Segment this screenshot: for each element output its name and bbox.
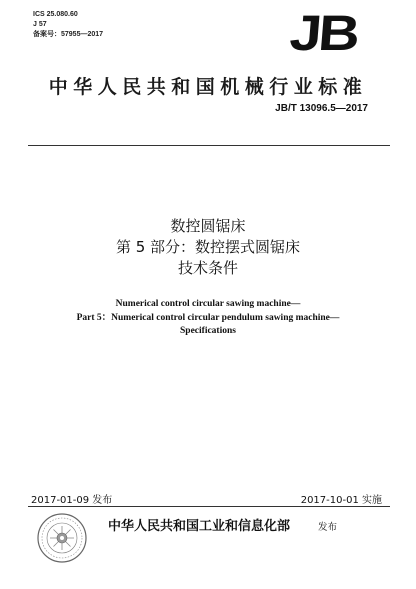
standard-code: JB/T 13096.5—2017 [275, 103, 368, 114]
publish-date: 2017-01-09 发布 [31, 495, 113, 506]
english-title [0, 298, 416, 339]
standard-category-title: 中华人民共和国机械行业标准 [48, 76, 368, 98]
english-title-line-1: Numerical control circular sawing machine— [115, 299, 301, 309]
english-title-line-2: Part 5：Numerical control circular pendulum sawing machine— [76, 312, 340, 323]
classification-block [33, 10, 103, 40]
english-title-line-3: Specifications [180, 326, 236, 336]
effective-date: 2017-10-01 实施 [300, 495, 382, 506]
footer-divider [28, 506, 390, 507]
jb-logo: JB [287, 5, 359, 61]
chinese-title-line-2: 第 5 部分：数控摆式圆锯床 [115, 238, 301, 256]
ics-code: ICS 25.080.60 [33, 11, 78, 18]
issue-label: 发布 [318, 522, 338, 533]
chinese-title [0, 216, 416, 279]
issuing-authority: 中华人民共和国工业和信息化部 [108, 519, 291, 534]
record-number: 备案号：57955—2017 [33, 31, 104, 38]
ministry-seal-icon [36, 512, 88, 564]
header-divider [28, 145, 390, 146]
chinese-title-line-1: 数控圆锯床 [170, 217, 246, 235]
chinese-title-line-3: 技术条件 [177, 259, 238, 277]
category-code: J 57 [33, 21, 47, 28]
